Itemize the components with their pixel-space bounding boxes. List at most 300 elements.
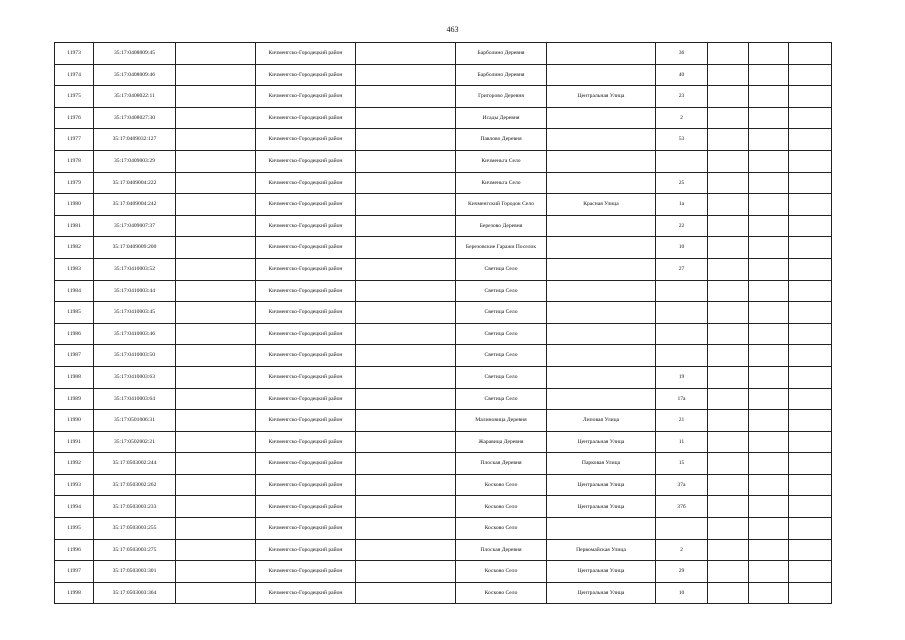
blank-cell — [176, 345, 256, 367]
street-cell: Центральная Улица — [547, 582, 656, 604]
locality-cell: Косково Село — [456, 561, 547, 583]
locality-cell: Светица Село — [456, 345, 547, 367]
locality-cell: Барболино Деревня — [456, 43, 547, 65]
street-cell: Центральная Улица — [547, 431, 656, 453]
blank-cell — [176, 323, 256, 345]
cadastral-number-cell: 35:17:0408027:30 — [94, 107, 176, 129]
blank-cell — [176, 43, 256, 65]
house-cell: 40 — [656, 64, 708, 86]
row-number-cell: 11991 — [55, 431, 94, 453]
empty-cell — [749, 86, 789, 108]
street-cell: Красная Улица — [547, 194, 656, 216]
district-cell: Кичменгско-Городецкий район — [256, 172, 356, 194]
empty-cell — [789, 539, 832, 561]
locality-cell: Кичменьга Село — [456, 172, 547, 194]
locality-cell: Павлово Деревня — [456, 129, 547, 151]
street-cell — [547, 172, 656, 194]
district-cell: Кичменгско-Городецкий район — [256, 474, 356, 496]
locality-cell: Светица Село — [456, 302, 547, 324]
table-row — [55, 107, 832, 129]
cadastral-number-cell: 35:17:0503002:262 — [94, 474, 176, 496]
house-cell — [656, 518, 708, 540]
blank-cell — [176, 582, 256, 604]
row-number-cell: 11982 — [55, 237, 94, 259]
empty-cell — [749, 561, 789, 583]
row-number-cell: 11979 — [55, 172, 94, 194]
row-number-cell: 11998 — [55, 582, 94, 604]
house-cell: 17а — [656, 388, 708, 410]
house-cell: 53 — [656, 129, 708, 151]
empty-cell — [708, 237, 749, 259]
empty-cell — [749, 410, 789, 432]
empty-cell — [708, 539, 749, 561]
cadastral-number-cell: 35:17:0409032:127 — [94, 129, 176, 151]
blank-cell — [356, 518, 456, 540]
blank-cell — [356, 64, 456, 86]
cadastral-number-cell: 35:17:0503003:364 — [94, 582, 176, 604]
locality-cell: Плоская Деревня — [456, 453, 547, 475]
district-cell: Кичменгско-Городецкий район — [256, 215, 356, 237]
table-row — [55, 237, 832, 259]
table-row — [55, 388, 832, 410]
empty-cell — [708, 561, 749, 583]
blank-cell — [356, 582, 456, 604]
locality-cell: Косково Село — [456, 582, 547, 604]
empty-cell — [789, 496, 832, 518]
table-row — [55, 582, 832, 604]
empty-cell — [708, 496, 749, 518]
row-number-cell: 11974 — [55, 64, 94, 86]
house-cell: 2 — [656, 107, 708, 129]
table-row — [55, 302, 832, 324]
empty-cell — [789, 258, 832, 280]
blank-cell — [356, 86, 456, 108]
empty-cell — [708, 302, 749, 324]
cadastral-number-cell: 35:17:0410003:45 — [94, 302, 176, 324]
empty-cell — [708, 582, 749, 604]
district-cell: Кичменгско-Городецкий район — [256, 518, 356, 540]
empty-cell — [708, 172, 749, 194]
empty-cell — [749, 215, 789, 237]
empty-cell — [749, 258, 789, 280]
table-row — [55, 366, 832, 388]
blank-cell — [356, 453, 456, 475]
house-cell: 27 — [656, 258, 708, 280]
row-number-cell: 11997 — [55, 561, 94, 583]
blank-cell — [356, 496, 456, 518]
street-cell — [547, 64, 656, 86]
district-cell: Кичменгско-Городецкий район — [256, 539, 356, 561]
row-number-cell: 11978 — [55, 150, 94, 172]
row-number-cell: 11977 — [55, 129, 94, 151]
district-cell: Кичменгско-Городецкий район — [256, 64, 356, 86]
house-cell: 15 — [656, 453, 708, 475]
cadastral-number-cell: 35:17:0410003:46 — [94, 323, 176, 345]
empty-cell — [749, 129, 789, 151]
table-row — [55, 64, 832, 86]
empty-cell — [708, 215, 749, 237]
empty-cell — [708, 86, 749, 108]
row-number-cell: 11981 — [55, 215, 94, 237]
locality-cell: Григорово Деревня — [456, 86, 547, 108]
table-row — [55, 215, 832, 237]
house-cell — [656, 280, 708, 302]
empty-cell — [789, 518, 832, 540]
house-cell — [656, 323, 708, 345]
district-cell: Кичменгско-Городецкий район — [256, 194, 356, 216]
district-cell: Кичменгско-Городецкий район — [256, 258, 356, 280]
street-cell — [547, 215, 656, 237]
empty-cell — [789, 237, 832, 259]
empty-cell — [749, 107, 789, 129]
row-number-cell: 11988 — [55, 366, 94, 388]
blank-cell — [356, 280, 456, 302]
blank-cell — [356, 388, 456, 410]
row-number-cell: 11995 — [55, 518, 94, 540]
blank-cell — [356, 129, 456, 151]
street-cell: Липовая Улица — [547, 410, 656, 432]
district-cell: Кичменгско-Городецкий район — [256, 453, 356, 475]
blank-cell — [356, 410, 456, 432]
locality-cell: Косково Село — [456, 474, 547, 496]
district-cell: Кичменгско-Городецкий район — [256, 582, 356, 604]
blank-cell — [356, 323, 456, 345]
empty-cell — [708, 453, 749, 475]
street-cell — [547, 302, 656, 324]
locality-cell: Исады Деревня — [456, 107, 547, 129]
empty-cell — [789, 64, 832, 86]
house-cell: 1а — [656, 194, 708, 216]
row-number-cell: 11976 — [55, 107, 94, 129]
empty-cell — [749, 194, 789, 216]
blank-cell — [176, 86, 256, 108]
cadastral-number-cell: 35:17:0410003:44 — [94, 280, 176, 302]
blank-cell — [176, 431, 256, 453]
blank-cell — [176, 496, 256, 518]
table-row — [55, 345, 832, 367]
blank-cell — [176, 258, 256, 280]
blank-cell — [176, 150, 256, 172]
empty-cell — [789, 280, 832, 302]
empty-cell — [789, 345, 832, 367]
blank-cell — [176, 280, 256, 302]
empty-cell — [708, 366, 749, 388]
house-cell: 25 — [656, 172, 708, 194]
empty-cell — [749, 453, 789, 475]
blank-cell — [356, 302, 456, 324]
blank-cell — [356, 107, 456, 129]
row-number-cell: 11985 — [55, 302, 94, 324]
house-cell: 36 — [656, 43, 708, 65]
blank-cell — [176, 518, 256, 540]
blank-cell — [356, 366, 456, 388]
row-number-cell: 11975 — [55, 86, 94, 108]
blank-cell — [176, 474, 256, 496]
blank-cell — [356, 150, 456, 172]
row-number-cell: 11990 — [55, 410, 94, 432]
empty-cell — [749, 474, 789, 496]
empty-cell — [749, 172, 789, 194]
table-row — [55, 496, 832, 518]
table-row — [55, 150, 832, 172]
locality-cell: Березово Деревня — [456, 215, 547, 237]
empty-cell — [708, 43, 749, 65]
blank-cell — [176, 64, 256, 86]
district-cell: Кичменгско-Городецкий район — [256, 280, 356, 302]
cadastral-number-cell: 35:17:0501006:31 — [94, 410, 176, 432]
district-cell: Кичменгско-Городецкий район — [256, 366, 356, 388]
locality-cell: Кичменгский Городок Село — [456, 194, 547, 216]
empty-cell — [789, 215, 832, 237]
cadastral-number-cell: 35:17:0409009:200 — [94, 237, 176, 259]
cadastral-number-cell: 35:17:0503003:255 — [94, 518, 176, 540]
district-cell: Кичменгско-Городецкий район — [256, 410, 356, 432]
blank-cell — [176, 453, 256, 475]
empty-cell — [749, 496, 789, 518]
house-cell — [656, 150, 708, 172]
blank-cell — [356, 43, 456, 65]
registry-table — [54, 42, 832, 604]
cadastral-number-cell: 35:17:0502002:21 — [94, 431, 176, 453]
empty-cell — [708, 388, 749, 410]
blank-cell — [176, 302, 256, 324]
house-cell — [656, 302, 708, 324]
house-cell: 21 — [656, 410, 708, 432]
empty-cell — [749, 431, 789, 453]
cadastral-number-cell: 35:17:0503003:233 — [94, 496, 176, 518]
page-number: 463 — [446, 25, 459, 34]
empty-cell — [708, 345, 749, 367]
street-cell: Парковая Улица — [547, 453, 656, 475]
empty-cell — [708, 323, 749, 345]
house-cell: 37а — [656, 474, 708, 496]
house-cell: 22 — [656, 215, 708, 237]
district-cell: Кичменгско-Городецкий район — [256, 388, 356, 410]
empty-cell — [789, 431, 832, 453]
blank-cell — [176, 539, 256, 561]
empty-cell — [789, 302, 832, 324]
empty-cell — [789, 107, 832, 129]
empty-cell — [749, 150, 789, 172]
table-row — [55, 129, 832, 151]
district-cell: Кичменгско-Городецкий район — [256, 237, 356, 259]
blank-cell — [176, 561, 256, 583]
table-row — [55, 431, 832, 453]
table-row — [55, 474, 832, 496]
blank-cell — [356, 237, 456, 259]
empty-cell — [789, 582, 832, 604]
street-cell: Центральная Улица — [547, 474, 656, 496]
blank-cell — [356, 172, 456, 194]
street-cell: Центральная Улица — [547, 86, 656, 108]
table-row — [55, 539, 832, 561]
empty-cell — [789, 453, 832, 475]
house-cell: 10 — [656, 237, 708, 259]
table-row — [55, 561, 832, 583]
row-number-cell: 11993 — [55, 474, 94, 496]
empty-cell — [708, 129, 749, 151]
row-number-cell: 11994 — [55, 496, 94, 518]
locality-cell: Косково Село — [456, 496, 547, 518]
cadastral-number-cell: 35:17:0503003:275 — [94, 539, 176, 561]
street-cell — [547, 150, 656, 172]
locality-cell: Косково Село — [456, 518, 547, 540]
empty-cell — [749, 237, 789, 259]
street-cell — [547, 280, 656, 302]
empty-cell — [749, 345, 789, 367]
cadastral-number-cell: 35:17:0409004:222 — [94, 172, 176, 194]
locality-cell: Светица Село — [456, 280, 547, 302]
empty-cell — [708, 410, 749, 432]
table-row — [55, 410, 832, 432]
table-row — [55, 43, 832, 65]
locality-cell: Светица Село — [456, 258, 547, 280]
cadastral-number-cell: 35:17:0408022:11 — [94, 86, 176, 108]
row-number-cell: 11987 — [55, 345, 94, 367]
district-cell: Кичменгско-Городецкий район — [256, 43, 356, 65]
house-cell — [656, 345, 708, 367]
blank-cell — [176, 172, 256, 194]
cadastral-number-cell: 35:17:0410003:50 — [94, 345, 176, 367]
empty-cell — [708, 150, 749, 172]
blank-cell — [176, 194, 256, 216]
blank-cell — [356, 539, 456, 561]
empty-cell — [708, 474, 749, 496]
empty-cell — [708, 258, 749, 280]
blank-cell — [356, 561, 456, 583]
district-cell: Кичменгско-Городецкий район — [256, 561, 356, 583]
row-number-cell: 11992 — [55, 453, 94, 475]
house-cell: 19 — [656, 366, 708, 388]
locality-cell: Барболино Деревня — [456, 64, 547, 86]
street-cell — [547, 258, 656, 280]
row-number-cell: 11989 — [55, 388, 94, 410]
house-cell: 23 — [656, 86, 708, 108]
empty-cell — [749, 582, 789, 604]
blank-cell — [176, 237, 256, 259]
street-cell — [547, 107, 656, 129]
row-number-cell: 11983 — [55, 258, 94, 280]
district-cell: Кичменгско-Городецкий район — [256, 86, 356, 108]
locality-cell: Малиновица Деревня — [456, 410, 547, 432]
empty-cell — [749, 323, 789, 345]
district-cell: Кичменгско-Городецкий район — [256, 107, 356, 129]
cadastral-number-cell: 35:17:0410003:63 — [94, 366, 176, 388]
district-cell: Кичменгско-Городецкий район — [256, 150, 356, 172]
street-cell: Первомайская Улица — [547, 539, 656, 561]
empty-cell — [749, 388, 789, 410]
blank-cell — [176, 107, 256, 129]
blank-cell — [176, 388, 256, 410]
table-row — [55, 172, 832, 194]
blank-cell — [176, 410, 256, 432]
empty-cell — [708, 107, 749, 129]
empty-cell — [749, 518, 789, 540]
empty-cell — [708, 280, 749, 302]
blank-cell — [176, 366, 256, 388]
district-cell: Кичменгско-Городецкий район — [256, 302, 356, 324]
row-number-cell: 11980 — [55, 194, 94, 216]
cadastral-number-cell: 35:17:0409003:29 — [94, 150, 176, 172]
empty-cell — [749, 366, 789, 388]
blank-cell — [356, 345, 456, 367]
empty-cell — [789, 561, 832, 583]
locality-cell: Березовские Гаражи Поселок — [456, 237, 547, 259]
empty-cell — [708, 431, 749, 453]
street-cell: Центральная Улица — [547, 561, 656, 583]
empty-cell — [749, 539, 789, 561]
locality-cell: Светица Село — [456, 366, 547, 388]
cadastral-number-cell: 35:17:0408009:45 — [94, 43, 176, 65]
table-row — [55, 518, 832, 540]
street-cell — [547, 323, 656, 345]
empty-cell — [708, 194, 749, 216]
blank-cell — [356, 431, 456, 453]
blank-cell — [356, 194, 456, 216]
street-cell — [547, 129, 656, 151]
locality-cell: Кичменьга Село — [456, 150, 547, 172]
table-row — [55, 453, 832, 475]
district-cell: Кичменгско-Городецкий район — [256, 496, 356, 518]
empty-cell — [789, 323, 832, 345]
empty-cell — [789, 172, 832, 194]
district-cell: Кичменгско-Городецкий район — [256, 323, 356, 345]
cadastral-number-cell: 35:17:0410003:64 — [94, 388, 176, 410]
empty-cell — [789, 43, 832, 65]
empty-cell — [789, 474, 832, 496]
empty-cell — [789, 150, 832, 172]
empty-cell — [708, 518, 749, 540]
blank-cell — [176, 215, 256, 237]
street-cell — [547, 345, 656, 367]
locality-cell: Жаравица Деревня — [456, 431, 547, 453]
empty-cell — [708, 64, 749, 86]
empty-cell — [749, 43, 789, 65]
house-cell: 2 — [656, 539, 708, 561]
house-cell: 37б — [656, 496, 708, 518]
cadastral-number-cell: 35:17:0503002:244 — [94, 453, 176, 475]
table-row — [55, 194, 832, 216]
district-cell: Кичменгско-Городецкий район — [256, 345, 356, 367]
locality-cell: Светица Село — [456, 388, 547, 410]
street-cell — [547, 43, 656, 65]
locality-cell: Плоская Деревня — [456, 539, 547, 561]
empty-cell — [789, 366, 832, 388]
street-cell — [547, 388, 656, 410]
cadastral-number-cell: 35:17:0409004:242 — [94, 194, 176, 216]
street-cell — [547, 366, 656, 388]
blank-cell — [176, 129, 256, 151]
row-number-cell: 11996 — [55, 539, 94, 561]
cadastral-number-cell: 35:17:0409007:37 — [94, 215, 176, 237]
table-row — [55, 258, 832, 280]
empty-cell — [789, 194, 832, 216]
district-cell: Кичменгско-Городецкий район — [256, 129, 356, 151]
locality-cell: Светица Село — [456, 323, 547, 345]
district-cell: Кичменгско-Городецкий район — [256, 431, 356, 453]
house-cell: 11 — [656, 431, 708, 453]
row-number-cell: 11986 — [55, 323, 94, 345]
table-row — [55, 323, 832, 345]
street-cell: Центральная Улица — [547, 496, 656, 518]
house-cell: 29 — [656, 561, 708, 583]
blank-cell — [356, 258, 456, 280]
cadastral-number-cell: 35:17:0408009:46 — [94, 64, 176, 86]
empty-cell — [789, 410, 832, 432]
street-cell — [547, 237, 656, 259]
empty-cell — [789, 86, 832, 108]
row-number-cell: 11984 — [55, 280, 94, 302]
